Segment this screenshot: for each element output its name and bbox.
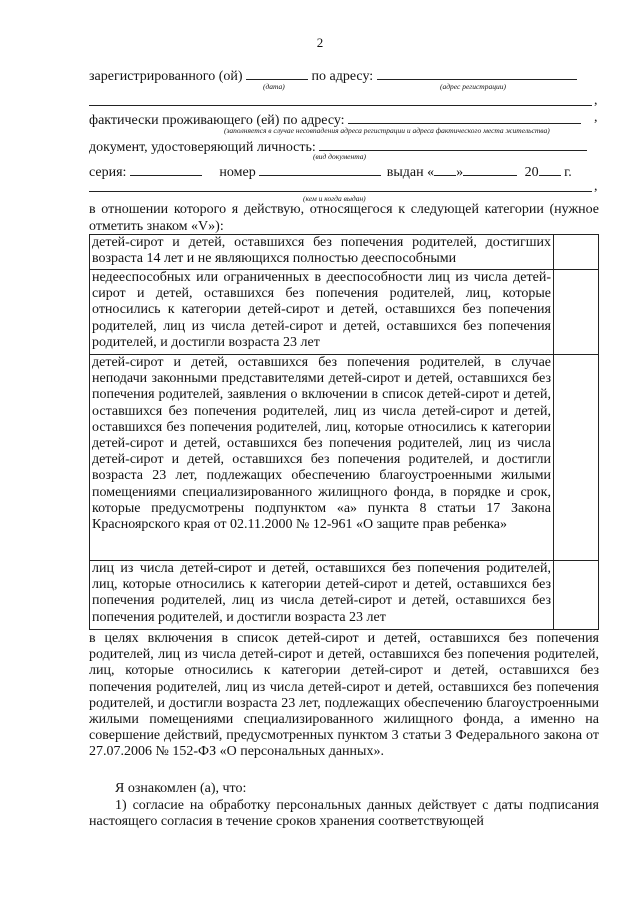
issued-by-hint: (кем и когда выдан) xyxy=(303,194,366,203)
category-text-4: лиц из числа детей-сирот и детей, оставшихся без попечения родителей, лиц, которые относились к категории детей-сирот и детей, оставшихся без попечения родителей, лиц из числа детей-сирот и детей, оставшихся без попечения родителей, и достигли возраста 23 лет xyxy=(90,561,554,630)
category-row xyxy=(90,270,599,355)
actual-residence-hint: (заполняется в случае несовпадения адреса регистрации и адреса фактического места жительства) xyxy=(224,126,550,135)
issued-by-field[interactable] xyxy=(89,191,592,192)
category-checkbox-1[interactable] xyxy=(554,235,599,270)
issued-day-field[interactable] xyxy=(434,162,456,176)
document-type-hint: (вид документа) xyxy=(313,152,366,161)
number-label: номер xyxy=(219,165,256,180)
category-text-2: недееспособных или ограниченных в дееспособности лиц из числа детей-сирот и детей, оставшихся без попечения родителей, лиц, которые относились к категории детей-сирот и детей, оставшихся без попечения родителей, лиц из числа детей-сирот и детей, оставшихся без попечения родителей, и достигли возраста 23 лет xyxy=(90,270,554,355)
registration-line xyxy=(89,66,599,85)
category-intro: в отношении которого я действую, относящегося к следующей категории (нужное отметить знаком «V»): xyxy=(89,202,599,234)
category-row xyxy=(90,355,599,561)
category-row xyxy=(90,235,599,270)
category-checkbox-4[interactable] xyxy=(554,561,599,630)
series-field[interactable] xyxy=(130,162,202,176)
category-checkbox-2[interactable] xyxy=(554,270,599,355)
acknowledged-text: Я ознакомлен (а), что: xyxy=(115,781,247,796)
identity-document-field[interactable] xyxy=(319,137,587,151)
document-page: 2 зарегистрированного (ой) по адресу: (дата) (адрес регистрации) , фактически проживающего (ей) по адресу: , (заполняется в случае несовпадения адреса регистрации и адреса фактического места жительства) документ, удостоверяющий личность: (вид документа) серия: номер выдан « » 20 г. , (кем и когда выдан) в отношении которого я действую, относящегося к следующей категории (нужное отметить знаком «V»): детей-сирот и детей, оставшихся без попечения родителей, достигших возраста 14 лет и не являющихся полностью дееспособными недееспособных или ограниченных в дееспособности лиц из числа детей-сирот и детей, оставшихся без попечения родителей, лиц, которые относились к категории детей-сирот и детей, оставшихся без попечения родителей, лиц из числа детей-сирот и детей, оставшихся без попечения родителей, и достигли возраста 23 лет детей-сирот и детей, оставшихся без попечения родителей, в случае неподачи законными представителями детей-сирот и детей, оставшихся без попечения родителей, заявления о включении в список детей-сирот и детей, оставшихся без попечения родителей, лиц из числа детей-сирот и детей, оставшихся без попечения родителей, лиц, которые относились к категории детей-сирот и детей, оставшихся без попечения родителей, лиц из числа детей-сирот и детей, оставшихся без попечения родителей, и достигли возраста 23 лет, подлежащих обеспечению благоустроенными жилыми помещениями специализированного жилищного фонда, в порядке и срок, которые предусмотрены подпунктом «а» пункта 8 статьи 17 Закона Красноярского края от 02.11.2000 № 12-961 «О защите прав ребенка» лиц из числа детей-сирот и детей, оставшихся без попечения родителей, лиц, которые относились к категории детей-сирот и детей, оставшихся без попечения родителей, лиц из числа детей-сирот и детей, оставшихся без попечения родителей, и достигли возраста 23 лет в целях включения в список детей-сирот и детей, оставшихся без попечения родителей, лиц из числа детей-сирот и детей, оставшихся без попечения родителей, лиц, которые относились к категории детей-сирот и детей, оставшихся без попечения родителей, лиц из числа детей-сирот и детей, оставшихся без попечения родителей, и достигли возраста 23 лет, подлежащих обеспечению благоустроенными жилыми помещениями специализированного жилищного фонда, а именно на совершение действий, предусмотренных пунктом 3 статьи 3 Федерального закона от 27.07.2006 № 152-ФЗ «О персональных данных». Я ознакомлен (а), что: 1) согласие на обработку персональных данных действует с даты подписания настоящего согласия в течение сроков хранения соответствующей xyxy=(0,0,640,905)
category-checkbox-3[interactable] xyxy=(554,355,599,561)
registration-address-field[interactable] xyxy=(377,66,577,80)
number-field[interactable] xyxy=(259,162,381,176)
item-1-text: 1) согласие на обработку персональных данных действует с даты подписания настоящего согласия в течение сроков хранения соответствующей xyxy=(89,798,599,830)
actual-residence-field[interactable] xyxy=(348,110,581,124)
category-text-1: детей-сирот и детей, оставшихся без попечения родителей, достигших возраста 14 лет и не являющихся полностью дееспособными xyxy=(90,235,554,270)
actual-residence-label: фактически проживающего (ей) по адресу: xyxy=(89,113,345,128)
registration-address-continuation[interactable] xyxy=(89,105,592,106)
issued-year-field[interactable] xyxy=(539,162,561,176)
address-hint: (адрес регистрации) xyxy=(440,82,506,91)
page-number: 2 xyxy=(316,35,324,50)
category-table xyxy=(89,234,599,630)
registration-label: зарегистрированного (ой) xyxy=(89,69,243,84)
series-number-line: серия: номер выдан « » 20 г. xyxy=(89,162,599,181)
identity-document-label: документ, удостоверяющий личность: xyxy=(89,140,316,155)
category-text-3: детей-сирот и детей, оставшихся без попечения родителей, в случае неподачи законными представителями детей-сирот и детей, оставшихся без попечения родителей, заявления о включении в список детей-сирот и детей, оставшихся без попечения родителей, лиц из числа детей-сирот и детей, оставшихся без попечения родителей, лиц, которые относились к категории детей-сирот и детей, оставшихся без попечения родителей, лиц из числа детей-сирот и детей, оставшихся без попечения родителей, и достигли возраста 23 лет, подлежащих обеспечению благоустроенными жилыми помещениями специализированного жилищного фонда, в порядке и срок, которые предусмотрены подпунктом «а» пункта 8 статьи 17 Закона Красноярского края от 02.11.2000 № 12-961 «О защите прав ребенка» xyxy=(90,355,554,561)
series-label: серия: xyxy=(89,165,127,180)
category-row xyxy=(90,561,599,630)
registration-address-label: по адресу: xyxy=(311,69,374,84)
date-hint: (дата) xyxy=(263,82,285,91)
issued-month-field[interactable] xyxy=(463,162,517,176)
registration-date-field[interactable] xyxy=(246,66,308,80)
issued-label: выдан « xyxy=(386,165,435,180)
purpose-paragraph: в целях включения в список детей-сирот и детей, оставшихся без попечения родителей, лиц из числа детей-сирот и детей, оставшихся без попечения родителей, лиц, которые относились к категории детей-сирот и детей, оставшихся без попечения родителей, лиц из числа детей-сирот и детей, оставшихся без попечения родителей, и достигли возраста 23 лет, подлежащих обеспечению благоустроенными жилыми помещениями специализированного жилищного фонда, а именно на совершение действий, предусмотренных пунктом 3 статьи 3 Федерального закона от 27.07.2006 № 152-ФЗ «О персональных данных». xyxy=(89,631,599,760)
